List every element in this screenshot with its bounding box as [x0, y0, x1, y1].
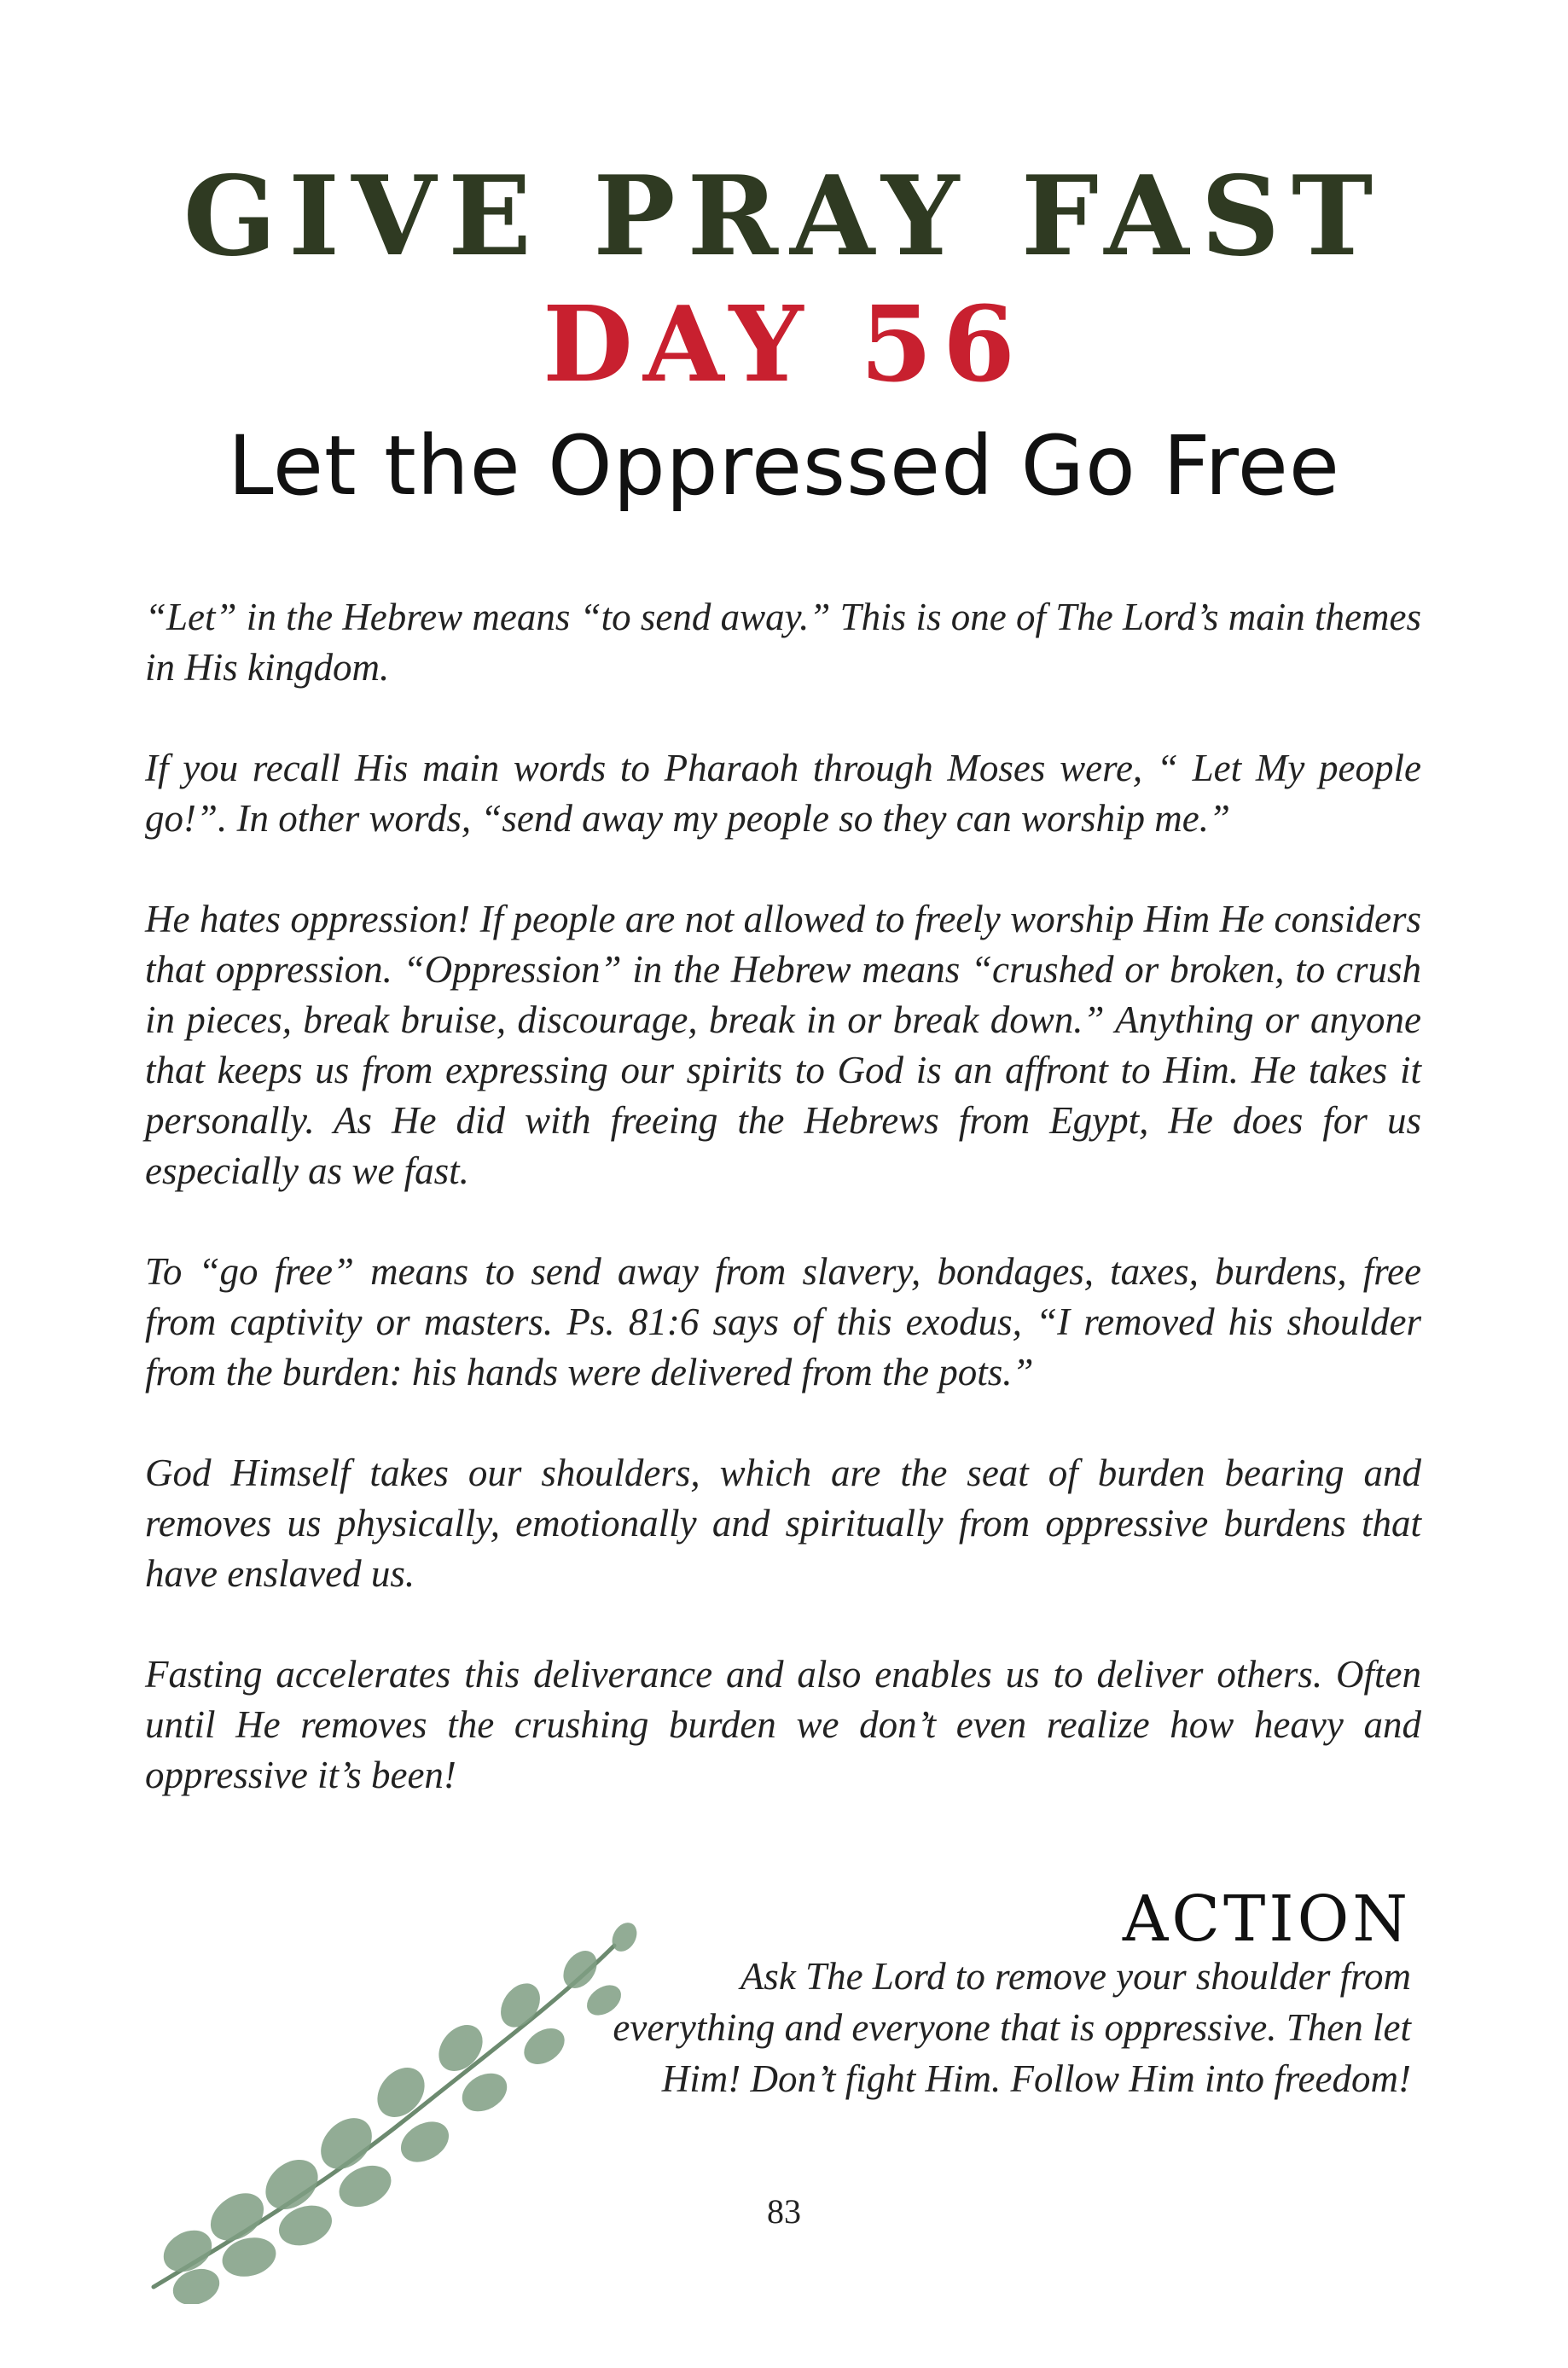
body-text [145, 592, 1421, 1851]
main-title: GIVE PRAY FAST [183, 153, 1385, 281]
leaf [493, 1976, 549, 2035]
eucalyptus-sprig-icon [136, 1911, 665, 2304]
day-title: DAY 56 [543, 282, 1025, 405]
page-number: 83 [767, 2192, 801, 2231]
subtitle: Let the Oppressed Go Free [228, 418, 1340, 514]
paragraph-4: To “go free” means to send away from slavery, bondages, taxes, burdens, free from captivity or masters. Ps. 81:6 says of this exodus, “I removed his shoulder from the burden: his hands were delivered from the pots.” [145, 1250, 1421, 1393]
paragraph-1: “Let” in the Hebrew means “to send away.” This is one of The Lord’s main themes in His kingdom. [145, 596, 1421, 689]
leaf [368, 2058, 434, 2127]
action-text: Ask The Lord to remove your shoulder from everything and everyone that is oppressive. Then let Him! Don’t fight Him. Follow Him into freedom! [613, 1955, 1411, 2100]
leaf [430, 2016, 491, 2080]
action-heading: ACTION [1122, 1882, 1411, 1956]
leaf [517, 2021, 571, 2071]
paragraph-5: God Himself takes our shoulders, which are the seat of burden bearing and removes us physically, emotionally and spiritually from oppressive burdens that have enslaved us. [145, 1452, 1421, 1595]
paragraph-6: Fasting accelerates this deliverance and also enables us to deliver others. Often until He removes the crushing burden we don’t even realize how heavy and oppressive it’s been! [145, 1653, 1421, 1796]
paragraph-3: He hates oppression! If people are not allowed to freely worship Him He considers that oppression. “Oppression” in the Hebrew means “crushed or broken, to crush in pieces, break bruise, discourage, break in or break down.” Anything or anyone that keeps us from expressing our spirits to God is an affront to Him. He takes it personally. As He did with freeing the Hebrews from Egypt, He does for us especially as we fast. [145, 898, 1421, 1192]
paragraph-2: If you recall His main words to Pharaoh through Moses were, “ Let My people go!”. In other words, “send away my people so they can worship me.” [145, 747, 1421, 840]
